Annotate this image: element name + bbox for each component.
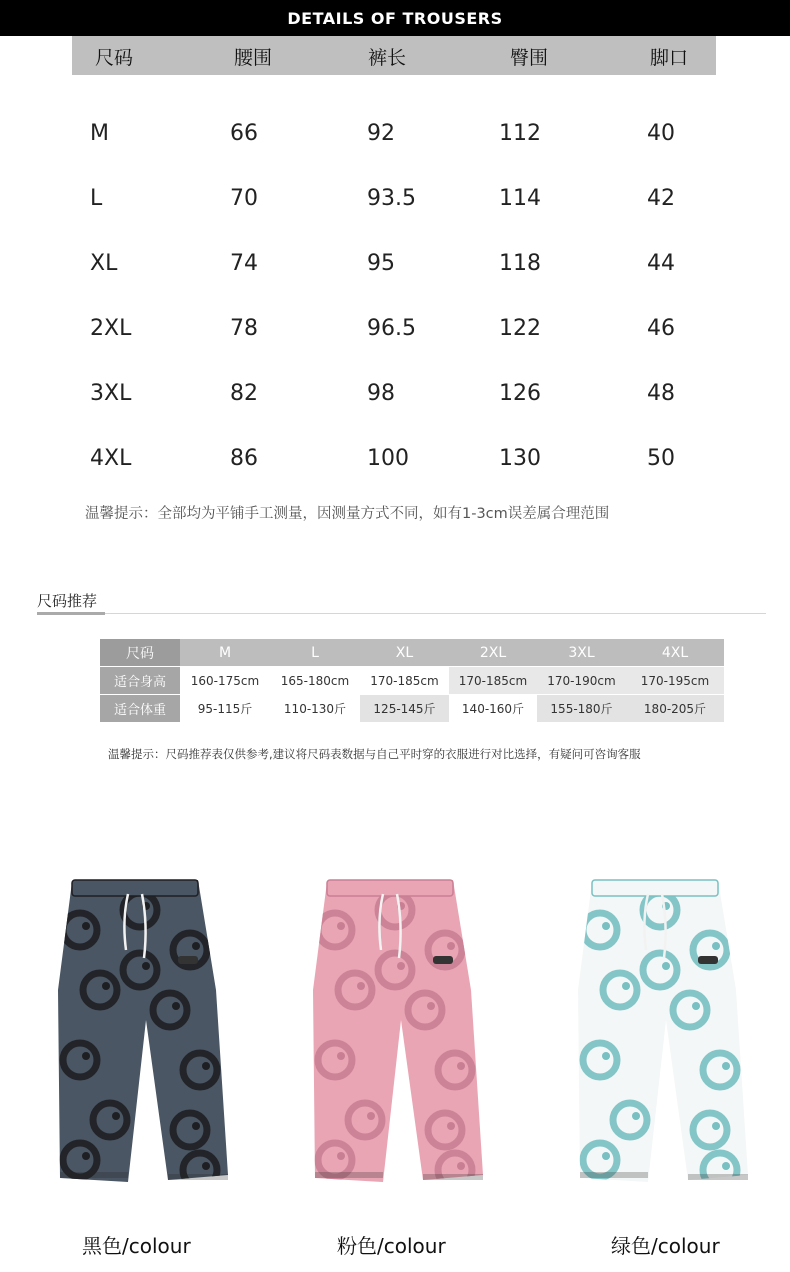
badge — [698, 956, 718, 964]
header-waist: 腰围 — [234, 47, 273, 69]
waistband — [72, 880, 198, 896]
badge — [178, 956, 198, 964]
green-trousers-image — [570, 870, 770, 1200]
waist-cell: 82 — [230, 381, 258, 406]
hip-cell: 114 — [499, 186, 541, 211]
hip-cell: 126 — [499, 381, 541, 406]
length-cell: 96.5 — [367, 316, 416, 341]
rec-header-xl: XL — [360, 639, 449, 666]
size-table-header — [72, 36, 716, 75]
hem-cell: 46 — [647, 316, 675, 341]
size-cell: XL — [90, 251, 118, 276]
rec-height-m: 160-175cm — [180, 667, 270, 694]
length-cell: 98 — [367, 381, 395, 406]
hem-cell: 42 — [647, 186, 675, 211]
waist-cell: 66 — [230, 121, 258, 146]
hem-cell: 40 — [647, 121, 675, 146]
rec-weight-m: 95-115斤 — [180, 695, 270, 722]
waist-cell: 86 — [230, 446, 258, 471]
rec-weight-l: 110-130斤 — [270, 695, 360, 722]
recommendation-title: 尺码推荐 — [37, 592, 98, 610]
header-hem: 脚口 — [650, 47, 689, 69]
rec-height-label: 适合身高 — [100, 667, 180, 694]
hip-cell: 122 — [499, 316, 541, 341]
header-size: 尺码 — [95, 47, 134, 69]
hip-cell: 130 — [499, 446, 541, 471]
size-cell: 3XL — [90, 381, 132, 406]
rec-height-l: 165-180cm — [270, 667, 360, 694]
hem-cell: 50 — [647, 446, 675, 471]
recommendation-table — [100, 639, 724, 722]
rec-weight-2xl: 140-160斤 — [449, 695, 537, 722]
waistband — [327, 880, 453, 896]
rec-header-2xl: 2XL — [449, 639, 537, 666]
size-cell: M — [90, 121, 109, 146]
rec-height-3xl: 170-190cm — [537, 667, 626, 694]
measurement-note: 温馨提示：全部均为平铺手工测量，因测量方式不同，如有1-3cm误差属合理范围 — [85, 506, 610, 522]
black-colour-caption: 黑色/colour — [82, 1234, 191, 1258]
length-cell: 100 — [367, 446, 409, 471]
waist-cell: 74 — [230, 251, 258, 276]
rec-height-2xl: 170-185cm — [449, 667, 537, 694]
section-divider — [37, 613, 766, 614]
green-colour-caption: 绿色/colour — [611, 1234, 720, 1258]
length-cell: 95 — [367, 251, 395, 276]
recommendation-note: 温馨提示：尺码推荐表仅供参考,建议将尺码表数据与自己平时穿的衣服进行对比选择，有疑问可咨询客服 — [108, 747, 641, 761]
length-cell: 93.5 — [367, 186, 416, 211]
rec-header-m: M — [180, 639, 270, 666]
section-divider-accent — [37, 612, 105, 615]
waistband — [592, 880, 718, 896]
size-cell: L — [90, 186, 103, 211]
hem-cell: 44 — [647, 251, 675, 276]
black-trousers-image — [50, 870, 250, 1200]
rec-weight-label: 适合体重 — [100, 695, 180, 722]
header-hip: 臀围 — [510, 47, 549, 69]
length-cell: 92 — [367, 121, 395, 146]
pink-trousers-image — [305, 870, 505, 1200]
rec-height-4xl: 170-195cm — [626, 667, 724, 694]
rec-weight-xl: 125-145斤 — [360, 695, 449, 722]
size-cell: 4XL — [90, 446, 132, 471]
rec-header-4xl: 4XL — [626, 639, 724, 666]
waist-cell: 70 — [230, 186, 258, 211]
waist-cell: 78 — [230, 316, 258, 341]
banner — [0, 0, 790, 36]
hem-cell: 48 — [647, 381, 675, 406]
rec-header-3xl: 3XL — [537, 639, 626, 666]
rec-weight-4xl: 180-205斤 — [626, 695, 724, 722]
pink-colour-caption: 粉色/colour — [337, 1234, 446, 1258]
rec-header-size: 尺码 — [100, 639, 180, 666]
rec-weight-3xl: 155-180斤 — [537, 695, 626, 722]
size-cell: 2XL — [90, 316, 132, 341]
header-length: 裤长 — [368, 47, 407, 69]
hip-cell: 118 — [499, 251, 541, 276]
banner-title: DETAILS OF TROUSERS — [287, 8, 503, 28]
rec-header-l: L — [270, 639, 360, 666]
rec-height-xl: 170-185cm — [360, 667, 449, 694]
hip-cell: 112 — [499, 121, 541, 146]
badge — [433, 956, 453, 964]
